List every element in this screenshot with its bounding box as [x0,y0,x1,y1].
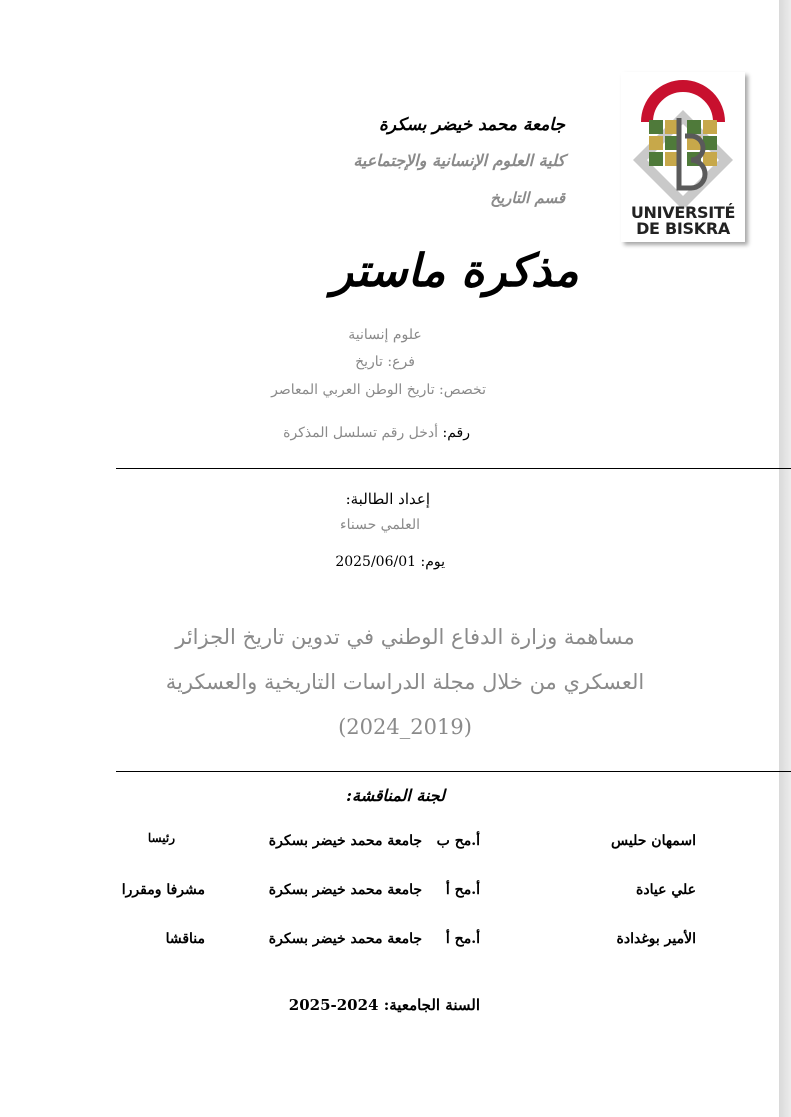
university-logo [621,72,745,242]
logo-line-2: DE BISKRA [636,219,730,238]
date-label: يوم: [420,554,445,570]
committee-row [110,833,710,855]
member-role: مناقشا [165,931,205,947]
committee-row [110,931,710,953]
page-edge [779,0,791,1117]
number-label: رقم: [442,425,470,441]
member-university: جامعة محمد خيضر بسكرة [268,833,422,849]
member-university: جامعة محمد خيضر بسكرة [268,882,422,898]
member-role: رئيسا [147,831,175,845]
member-rank: أ.مح ب [436,833,480,849]
committee-title: لجنة المناقشة: [346,786,445,805]
department-name: قسم التاريخ [490,189,565,207]
branch: فرع: تاريخ [355,354,415,370]
committee-row [110,882,710,904]
student-name: العلمي حسناء [340,517,420,533]
number-value: أدخل رقم تسلسل المذكرة [283,425,439,441]
logo-line-1: UNIVERSITÉ [630,203,736,222]
member-role: مشرفا ومقررا [121,882,205,898]
faculty-name: كلية العلوم الإنسانية والإجتماعية [353,151,565,170]
document-title: مذكرة ماستر [331,244,579,297]
academic-year: السنة الجامعية: 2024-2025 [288,996,480,1014]
date-value: 2025/06/01 [335,554,417,570]
thesis-title: مساهمة وزارة الدفاع الوطني في تدوين تاريخ الجزائر العسكري من خلال مجلة الدراسات التاريخية والعسكرية (2019_2024) [165,625,645,739]
specialty-value: تاريخ الوطن العربي المعاصر [271,382,435,398]
divider-top [116,468,791,469]
specialty [271,382,486,398]
prepared-by-label: إعداد الطالبة: [345,490,430,508]
member-name: علي عيادة [636,882,696,898]
member-university: جامعة محمد خيضر بسكرة [268,931,422,947]
university-name: جامعة محمد خيضر بسكرة [378,115,565,135]
member-rank: أ.مح أ [445,931,480,947]
member-name: اسمهان حليس [611,833,696,849]
member-rank: أ.مح أ [445,882,480,898]
field-of-study: علوم إنسانية [348,327,422,343]
member-name: الأمير بوغدادة [616,931,696,947]
memo-number [283,425,470,441]
divider-bottom [116,771,791,772]
specialty-label: تخصص: [439,382,486,398]
defense-date [320,554,445,570]
